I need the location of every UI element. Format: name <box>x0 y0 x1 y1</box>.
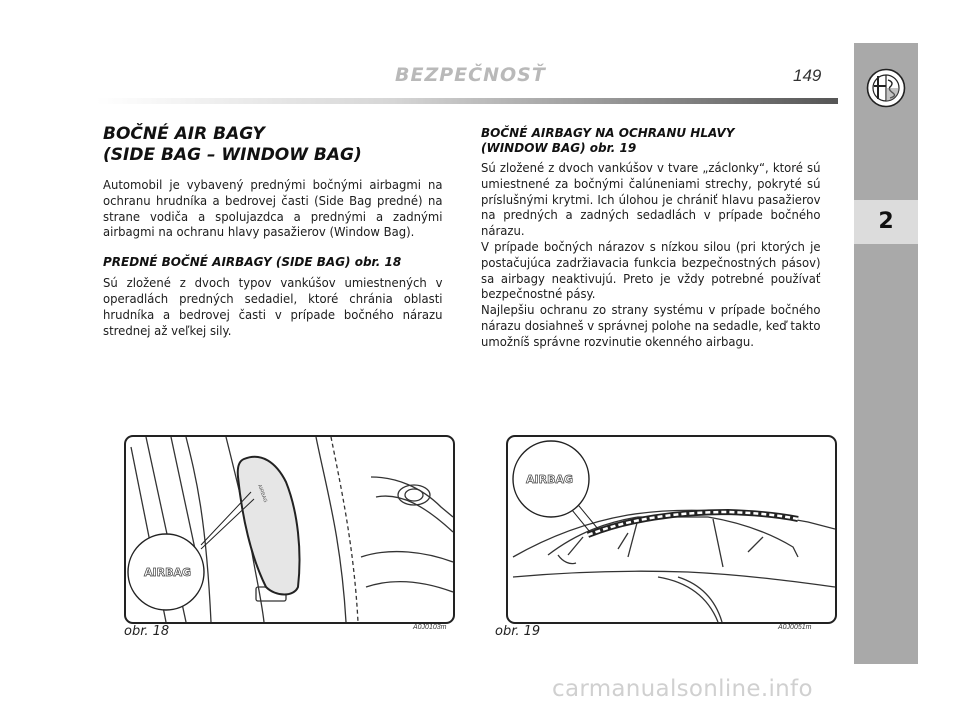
header-rule <box>96 98 838 104</box>
chapter-sidebar <box>854 43 918 664</box>
alfa-romeo-logo-icon <box>866 68 906 108</box>
seat-airbag-tag: AIRBAG <box>256 483 269 504</box>
figure-18-seat-airbag <box>124 435 455 624</box>
figure-19-code: A0J0051m <box>778 624 812 631</box>
window-bag-heading-line1: BOČNÉ AIRBAGY NA OCHRANU HLAVY <box>481 126 735 140</box>
window-bag-paragraph-3: Najlepšiu ochranu zo strany systému v prípade bočného nárazu dosiahneš v správnej polohe na sedadle, keď takto umožníš správne rozvinutie okenného airbagu. <box>481 303 821 349</box>
airbag-badge-19: AIRBAG <box>526 473 574 486</box>
figure-18-code: A0J0103m <box>413 624 447 631</box>
airbag-badge-18: AIRBAG <box>144 566 192 579</box>
main-heading-line1: BOČNÉ AIR BAGY <box>103 124 265 144</box>
window-airbag-illustration <box>508 437 835 622</box>
window-bag-paragraph-2: V prípade bočných nárazov s nízkou silou (pri ktorých je postačujúca zadržiavacia funkcia bezpečnostných pásov) sa airbagy neaktivujú. Preto je vždy potrebné používať bezpečnostné pásy. <box>481 239 821 302</box>
right-column <box>481 126 831 351</box>
side-bag-heading: PREDNÉ BOČNÉ AIRBAGY (SIDE BAG) obr. 18 <box>103 255 402 270</box>
chapter-tab[interactable]: 2 <box>854 200 918 244</box>
figure-19-window-airbag <box>506 435 837 624</box>
side-bag-paragraph: Sú zložené z dvoch typov vankúšov umiestnených v operadlách predných sedadiel, ktoré chránia oblasti hrudníka a bedrovej časti v prípade bočného nárazu strednej až veľkej sily. <box>103 276 443 338</box>
figure-18-label: obr. 18 <box>124 624 170 639</box>
main-heading-line2: (SIDE BAG – WINDOW BAG) <box>103 145 362 165</box>
main-heading <box>103 124 453 166</box>
intro-paragraph: Automobil je vybavený prednými bočnými airbagmi na ochranu hrudníka a bedrovej časti (Side Bag predné) na strane vodiča a spolujazdca a prednými a zadnými airbagmi na ochranu hlavy pasažierov (Window Bag). <box>103 178 443 240</box>
left-column <box>103 124 453 339</box>
window-bag-heading <box>481 126 831 156</box>
page-number: 149 <box>793 66 822 85</box>
seat-airbag-illustration <box>126 437 453 622</box>
section-title: BEZPEČNOSŤ <box>395 64 546 86</box>
window-bag-paragraph-1: Sú zložené z dvoch vankúšov v tvare „záclonky“, ktoré sú umiestnené za bočnými čalúneniami strechy, pokryté sú príslušnými krytmi. Ich úlohou je chrániť hlavu pasažierov na predných a zadných sedadlách v prípade bočného nárazu. <box>481 161 821 239</box>
window-bag-heading-line2: (WINDOW BAG) obr. 19 <box>481 141 637 155</box>
figure-19-label: obr. 19 <box>495 624 541 639</box>
watermark-link[interactable]: carmanualsonline.info <box>552 676 813 702</box>
